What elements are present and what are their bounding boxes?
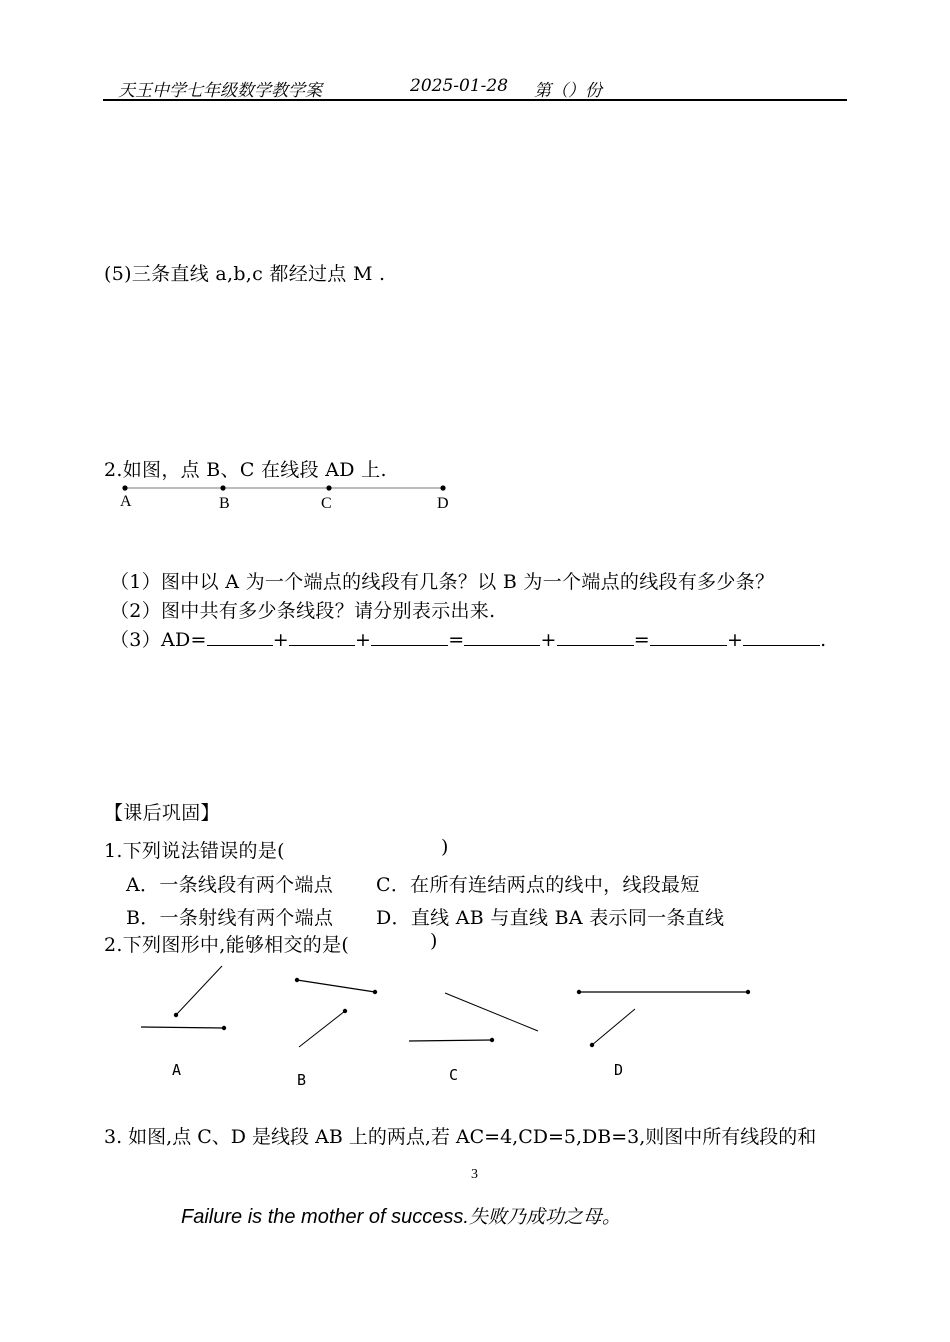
- footer-motto-zh: 失败乃成功之母。: [468, 1206, 621, 1228]
- op-7: .: [820, 629, 827, 651]
- op-6: +: [726, 629, 744, 651]
- point-c-dot: [326, 485, 331, 490]
- point-d-dot: [440, 485, 445, 490]
- after-class-heading: 【课后巩固】: [104, 802, 220, 824]
- q2-title: 2.如图，点 B、C 在线段 AD 上.: [104, 459, 387, 481]
- ac-q1-stem: 1.下列说法错误的是(: [104, 840, 285, 862]
- figure-b-line-2: [299, 1011, 345, 1047]
- figure-b-dot-1: [295, 978, 299, 982]
- point-a-label: A: [120, 493, 132, 510]
- figure-a: [141, 966, 226, 1030]
- figure-b: [295, 978, 377, 1047]
- point-d-label: D: [437, 495, 449, 512]
- figure-c: [409, 993, 538, 1042]
- point-b-label: B: [219, 495, 230, 512]
- blank-7[interactable]: [743, 629, 820, 646]
- blank-2[interactable]: [289, 629, 355, 646]
- header-school-title: 天王中学七年级数学教学案: [118, 81, 322, 101]
- point-c-label: C: [321, 495, 332, 512]
- ac-q2-stem: 2.下列图形中,能够相交的是(: [104, 934, 350, 956]
- figure-b-label: B: [297, 1071, 307, 1089]
- figure-d-dot-1: [577, 990, 581, 994]
- figure-a-line-1: [141, 1027, 224, 1028]
- header-issue: 第（）份: [534, 81, 602, 101]
- figure-d: [577, 990, 750, 1047]
- figure-b-line-1: [297, 980, 375, 992]
- figure-d-line-2: [592, 1009, 635, 1045]
- blank-5[interactable]: [557, 629, 634, 646]
- op-1: +: [272, 629, 289, 651]
- blank-6[interactable]: [650, 629, 727, 646]
- figure-d-dot-3: [590, 1043, 594, 1047]
- figure-a-dot-2: [174, 1013, 178, 1017]
- page-number: 3: [471, 1167, 478, 1182]
- figure-d-label: D: [614, 1061, 624, 1079]
- header-date: 2025-01-28: [410, 76, 509, 96]
- segment-ad-figure: [122, 485, 445, 490]
- q2-sub2: （2）图中共有多少条线段？请分别表示出来.: [110, 600, 496, 622]
- q2-sub3: [110, 625, 827, 652]
- op-5: =: [633, 629, 650, 651]
- ac-q3-text: 3. 如图,点 C、D 是线段 AB 上的两点,若 AC=4,CD=5,DB=3,则图中所有线段的和: [104, 1126, 817, 1148]
- figure-b-dot-2: [373, 990, 377, 994]
- blank-3[interactable]: [371, 629, 448, 646]
- point-a-dot: [122, 485, 127, 490]
- blank-1[interactable]: [207, 629, 273, 646]
- figure-d-dot-2: [746, 990, 750, 994]
- ac-q1-option-a: A．一条线段有两个端点: [126, 874, 334, 896]
- point-b-dot: [220, 485, 225, 490]
- figure-b-dot-3: [343, 1009, 347, 1013]
- blank-4[interactable]: [464, 629, 540, 646]
- figure-c-line-2: [409, 1040, 492, 1041]
- q2-sub3-prefix: （3）AD=: [110, 629, 207, 651]
- op-4: +: [540, 629, 557, 651]
- figure-a-line-2: [176, 966, 222, 1015]
- footer-motto-en: Failure is the mother of success.: [181, 1206, 469, 1228]
- ac-q2-close: ): [430, 930, 438, 952]
- ac-q1-option-c: C．在所有连结两点的线中，线段最短: [376, 874, 700, 896]
- ac-q1-close: ): [441, 836, 449, 858]
- footer-motto: [181, 1202, 621, 1229]
- q2-sub1: （1）图中以 A 为一个端点的线段有几条？以 B 为一个端点的线段有多少条？: [110, 571, 775, 593]
- figure-c-label: C: [449, 1066, 459, 1084]
- ac-q1-option-b: B．一条射线有两个端点: [126, 907, 334, 929]
- op-3: =: [448, 629, 465, 651]
- q5-text: (5)三条直线 a,b,c 都经过点 M .: [104, 263, 386, 285]
- op-2: +: [355, 629, 372, 651]
- figure-a-label: A: [172, 1061, 182, 1079]
- figure-a-dot-1: [222, 1026, 226, 1030]
- figure-c-line-1: [445, 993, 538, 1031]
- ac-q1-option-d: D．直线 AB 与直线 BA 表示同一条直线: [376, 907, 725, 929]
- figure-c-dot-1: [490, 1038, 494, 1042]
